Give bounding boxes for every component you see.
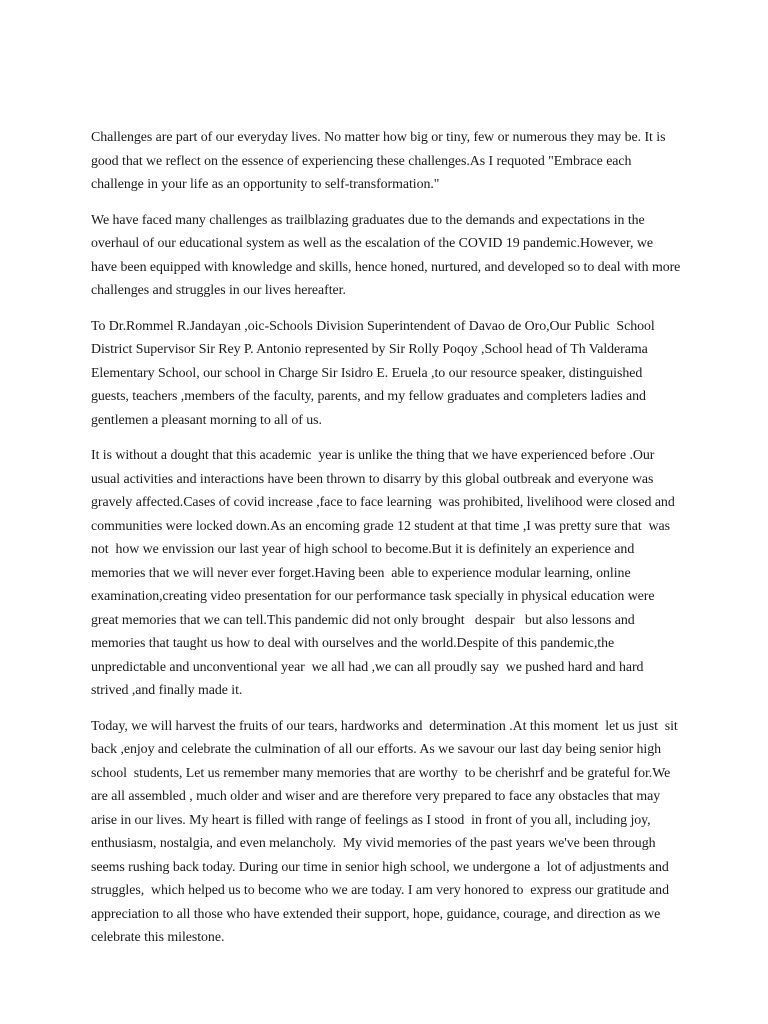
text-line: challenge in your life as an opportunity to self-transformation." [91, 177, 440, 192]
text-line: celebrate this milestone. [91, 930, 225, 945]
text-line: communities were locked down.As an encoming grade 12 student at that time ,I was pretty sure that was [91, 518, 670, 534]
paragraph [91, 715, 691, 950]
paragraph [91, 444, 691, 703]
text-line: overhaul of our educational system as well as the escalation of the COVID 19 pandemic.However, we [91, 236, 654, 251]
text-line: appreciation to all those who have extended their support, hope, guidance, courage, and direction as we [91, 906, 661, 922]
text-line: memories that taught us how to deal with ourselves and the world.Despite of this pandemic,the [91, 636, 615, 651]
text-line: examination,creating video presentation for our performance task specially in physical education were [91, 589, 655, 604]
text-line: Challenges are part of our everyday lives. No matter how big or tiny, few or numerous they may be. It is [91, 130, 666, 145]
text-line: usual activities and interactions have been thrown to disarry by this global outbreak and everyone was [91, 471, 654, 487]
text-line: great memories that we can tell.This pandemic did not only brought despair but also lessons and [91, 612, 635, 628]
text-line: arise in our lives. My heart is filled with range of feelings as I stood in front of you all, including joy, [91, 812, 651, 828]
text-line: guests, teachers ,members of the faculty, parents, and my fellow graduates and completers ladies and [91, 389, 646, 404]
text-line: gentlemen a pleasant morning to all of us. [91, 412, 322, 428]
text-line: back ,enjoy and celebrate the culmination of all our efforts. As we savour our last day being senior high [91, 742, 662, 757]
text-line: unpredictable and unconventional year we all had ,we can all proudly say we pushed hard and hard [91, 659, 644, 675]
text-line: are all assembled , much older and wiser and are therefore very prepared to face any obstacles that may [91, 789, 661, 804]
paragraph [91, 209, 691, 303]
paragraph [91, 126, 691, 197]
text-line: To Dr.Rommel R.Jandayan ,oic-Schools Division Superintendent of Davao de Oro,Our Public School [91, 318, 655, 334]
text-line: struggles, which helped us to become who we are today. I am very honored to express our gratitude and [91, 883, 669, 898]
text-line: Elementary School, our school in Charge Sir Isidro E. Eruela ,to our resource speaker, distinguished [91, 365, 643, 381]
text-line: strived ,and finally made it. [91, 683, 243, 698]
text-line: It is without a dought that this academic year is unlike the thing that we have experienced before .Our [91, 448, 655, 463]
text-line: District Supervisor Sir Rey P. Antonio represented by Sir Rolly Poqoy ,School head of Th Valderama [91, 342, 648, 357]
text-line: school students, Let us remember many memories that are worthy to be cherishrf and be grateful for.We [91, 765, 671, 781]
text-line: memories that we will never ever forget.Having been able to experience modular learning, online [91, 565, 631, 581]
text-line: We have faced many challenges as trailblazing graduates due to the demands and expectations in the [91, 212, 645, 228]
paragraph [91, 315, 691, 433]
text-line: challenges and struggles in our lives hereafter. [91, 283, 346, 298]
speech-text-body [91, 126, 691, 962]
text-line: not how we envission our last year of high school to become.But it is definitely an experience and [91, 542, 635, 557]
text-line: good that we reflect on the essence of experiencing these challenges.As I requoted "Embrace each [91, 153, 632, 169]
text-line: seems rushing back today. During our time in senior high school, we undergone a lot of adjustments and [91, 859, 669, 875]
text-line: enthusiasm, nostalgia, and even melancholy. My vivid memories of the past years we've been through [91, 836, 656, 851]
text-line: gravely affected.Cases of covid increase ,face to face learning was prohibited, livelihood were closed and [91, 495, 675, 510]
text-line: Today, we will harvest the fruits of our tears, hardworks and determination .At this moment let us just sit [91, 718, 678, 734]
text-line: have been equipped with knowledge and skills, hence honed, nurtured, and developed so to deal with more [91, 259, 681, 275]
